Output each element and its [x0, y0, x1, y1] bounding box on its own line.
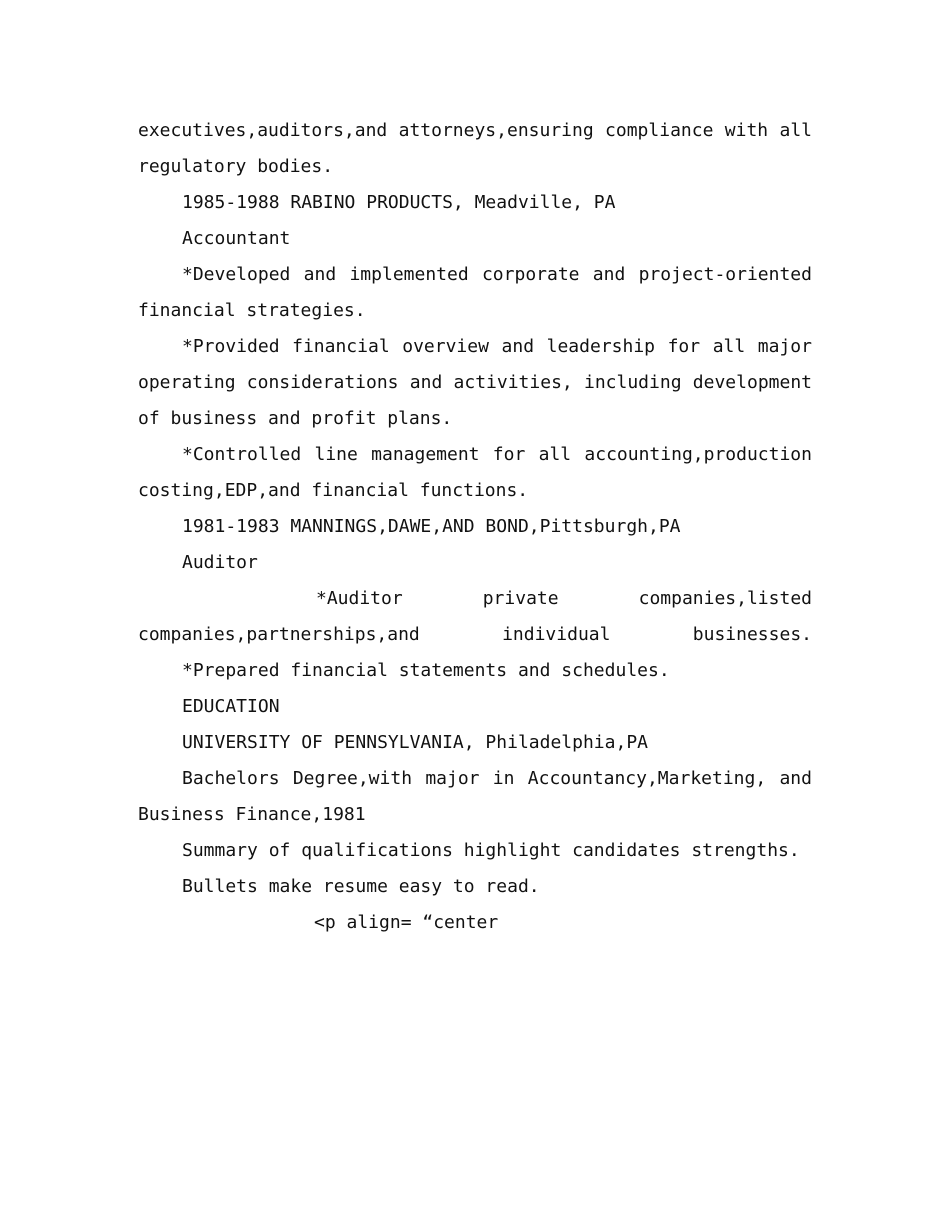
education-university: UNIVERSITY OF PENNSYLVANIA, Philadelphia,PA	[182, 732, 648, 753]
paragraph-previous-role-continuation: executives,auditors,and attorneys,ensuring compliance with all regulatory bodies.	[138, 120, 812, 177]
job-heading-mannings: 1981-1983 MANNINGS,DAWE,AND BOND,Pittsburgh,PA	[182, 516, 681, 537]
note-bullets-easy-read: Bullets make resume easy to read.	[182, 876, 540, 897]
job-heading-rabino: 1985-1988 RABINO PRODUCTS, Meadville, PA	[182, 192, 616, 213]
bullet-provided-overview: *Provided financial overview and leadership for all major operating considerations and activities, including development of business and profit plans.	[138, 336, 812, 429]
bullet-auditor-companies: *Auditor private companies,listed companies,partnerships,and individual businesses.	[138, 588, 812, 645]
education-degree: Bachelors Degree,with major in Accountancy,Marketing, and Business Finance,1981	[138, 768, 812, 825]
stray-markup-text: <p align= “center	[314, 912, 499, 933]
note-summary-qualifications: Summary of qualifications highlight candidates strengths.	[182, 840, 800, 861]
document-body	[138, 113, 812, 941]
job-title-accountant: Accountant	[182, 228, 291, 249]
bullet-controlled-line-management: *Controlled line management for all accounting,production costing,EDP,and financial functions.	[138, 444, 812, 501]
bullet-prepared-statements: *Prepared financial statements and schedules.	[182, 660, 670, 681]
section-heading-education: EDUCATION	[182, 696, 280, 717]
bullet-developed-strategies: *Developed and implemented corporate and project-oriented financial strategies.	[138, 264, 812, 321]
job-title-auditor: Auditor	[182, 552, 258, 573]
